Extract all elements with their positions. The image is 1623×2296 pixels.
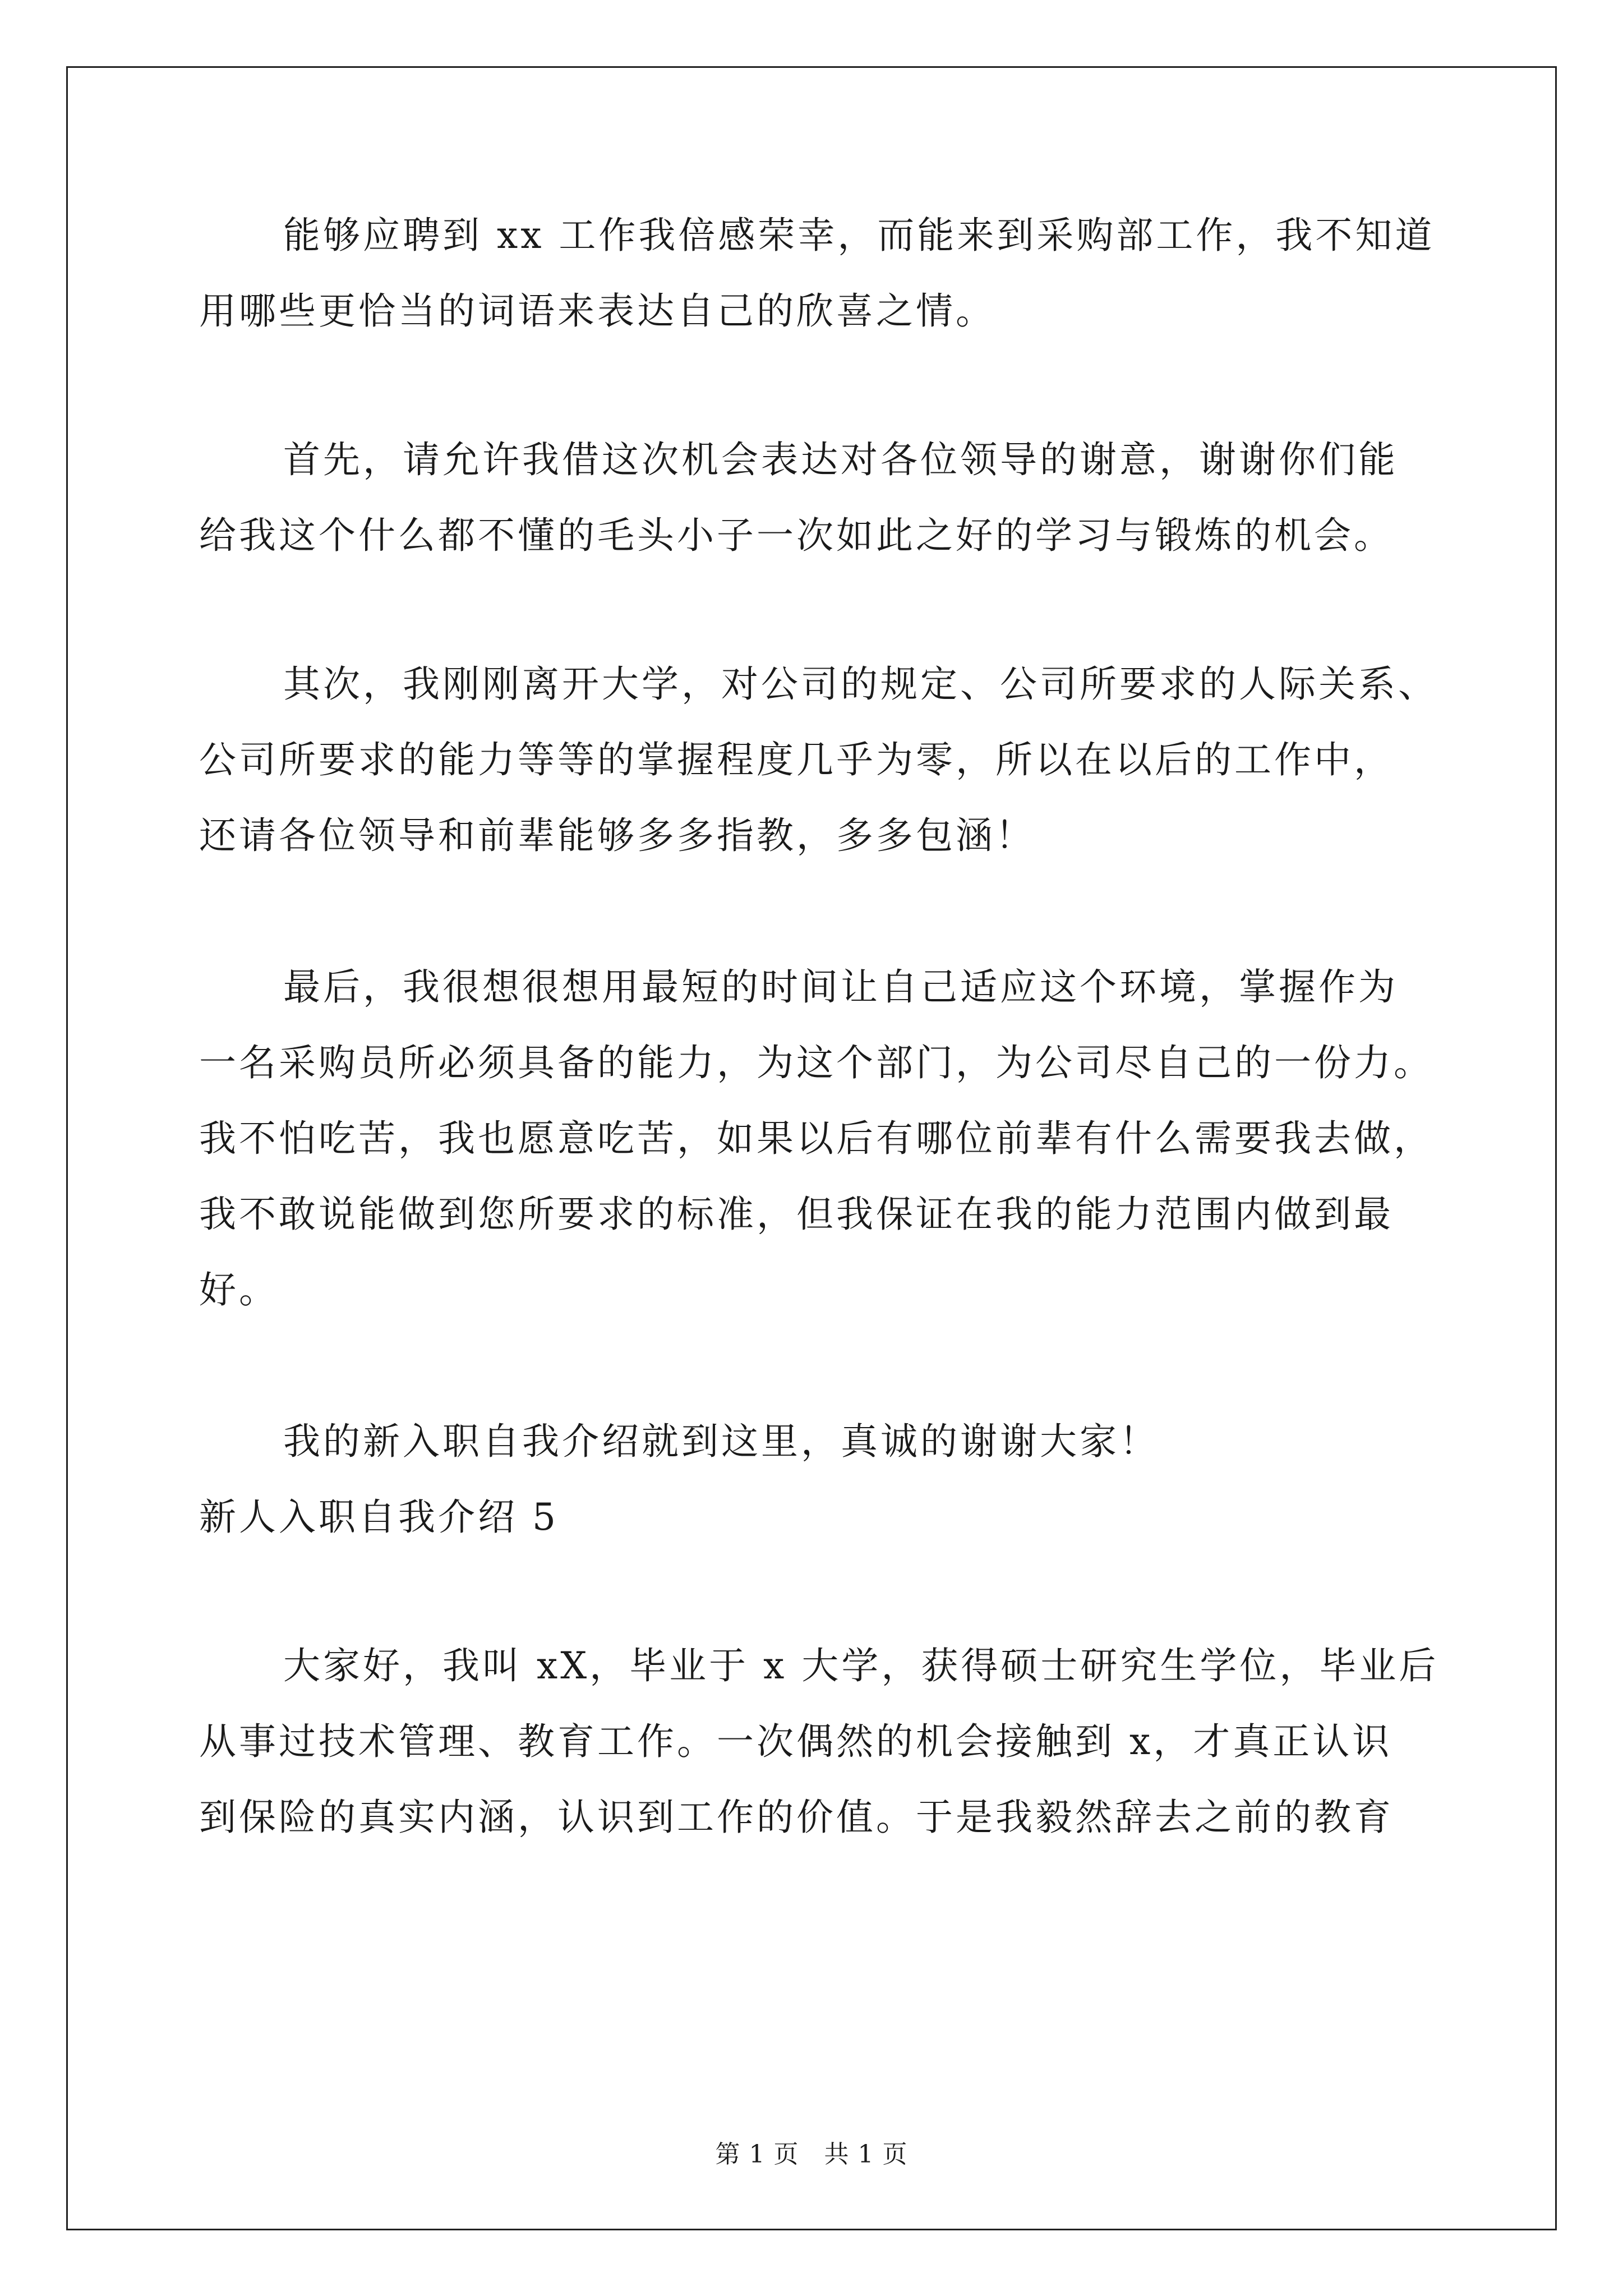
text-line-7: 还请各位领导和前辈能够多多指教，多多包涵！	[199, 814, 1035, 857]
text-line-5: 其次，我刚刚离开大学，对公司的规定、公司所要求的人际关系、	[283, 662, 1438, 706]
text-line-10: 我不怕吃苦，我也愿意吃苦，如果以后有哪位前辈有什么需要我去做，	[199, 1117, 1433, 1160]
text-line-4: 给我这个什么都不懂的毛头小子一次如此之好的学习与锻炼的机会。	[199, 514, 1394, 557]
text-line-13: 我的新入职自我介绍就到这里，真诚的谢谢大家！	[283, 1420, 1159, 1463]
text-line-16: 从事过技术管理、教育工作。一次偶然的机会接触到 x，才真正认识	[199, 1720, 1393, 1763]
text-line-11: 我不敢说能做到您所要求的标准，但我保证在我的能力范围内做到最	[199, 1193, 1394, 1236]
text-line-12: 好。	[199, 1268, 279, 1312]
text-line-6: 公司所要求的能力等等的掌握程度几乎为零，所以在以后的工作中，	[199, 738, 1394, 781]
text-line-15: 大家好，我叫 xX，毕业于 x 大学，获得硕士研究生学位，毕业后	[283, 1644, 1439, 1687]
text-line-8: 最后，我很想很想用最短的时间让自己适应这个环境，掌握作为	[283, 965, 1398, 1009]
text-line-2: 用哪些更恰当的词语来表达自己的欣喜之情。	[199, 289, 995, 333]
text-line-17: 到保险的真实内涵，认识到工作的价值。于是我毅然辞去之前的教育	[199, 1796, 1394, 1839]
text-line-3: 首先，请允许我借这次机会表达对各位领导的谢意，谢谢你们能	[283, 438, 1398, 481]
page-number-footer: 第 1 页 共 1 页	[715, 2140, 908, 2169]
text-line-9: 一名采购员所必须具备的能力，为这个部门，为公司尽自己的一份力。	[199, 1041, 1433, 1084]
text-line-1: 能够应聘到 xx 工作我倍感荣幸，而能来到采购部工作，我不知道	[283, 214, 1435, 257]
section-heading: 新人入职自我介绍 5	[199, 1496, 559, 1539]
